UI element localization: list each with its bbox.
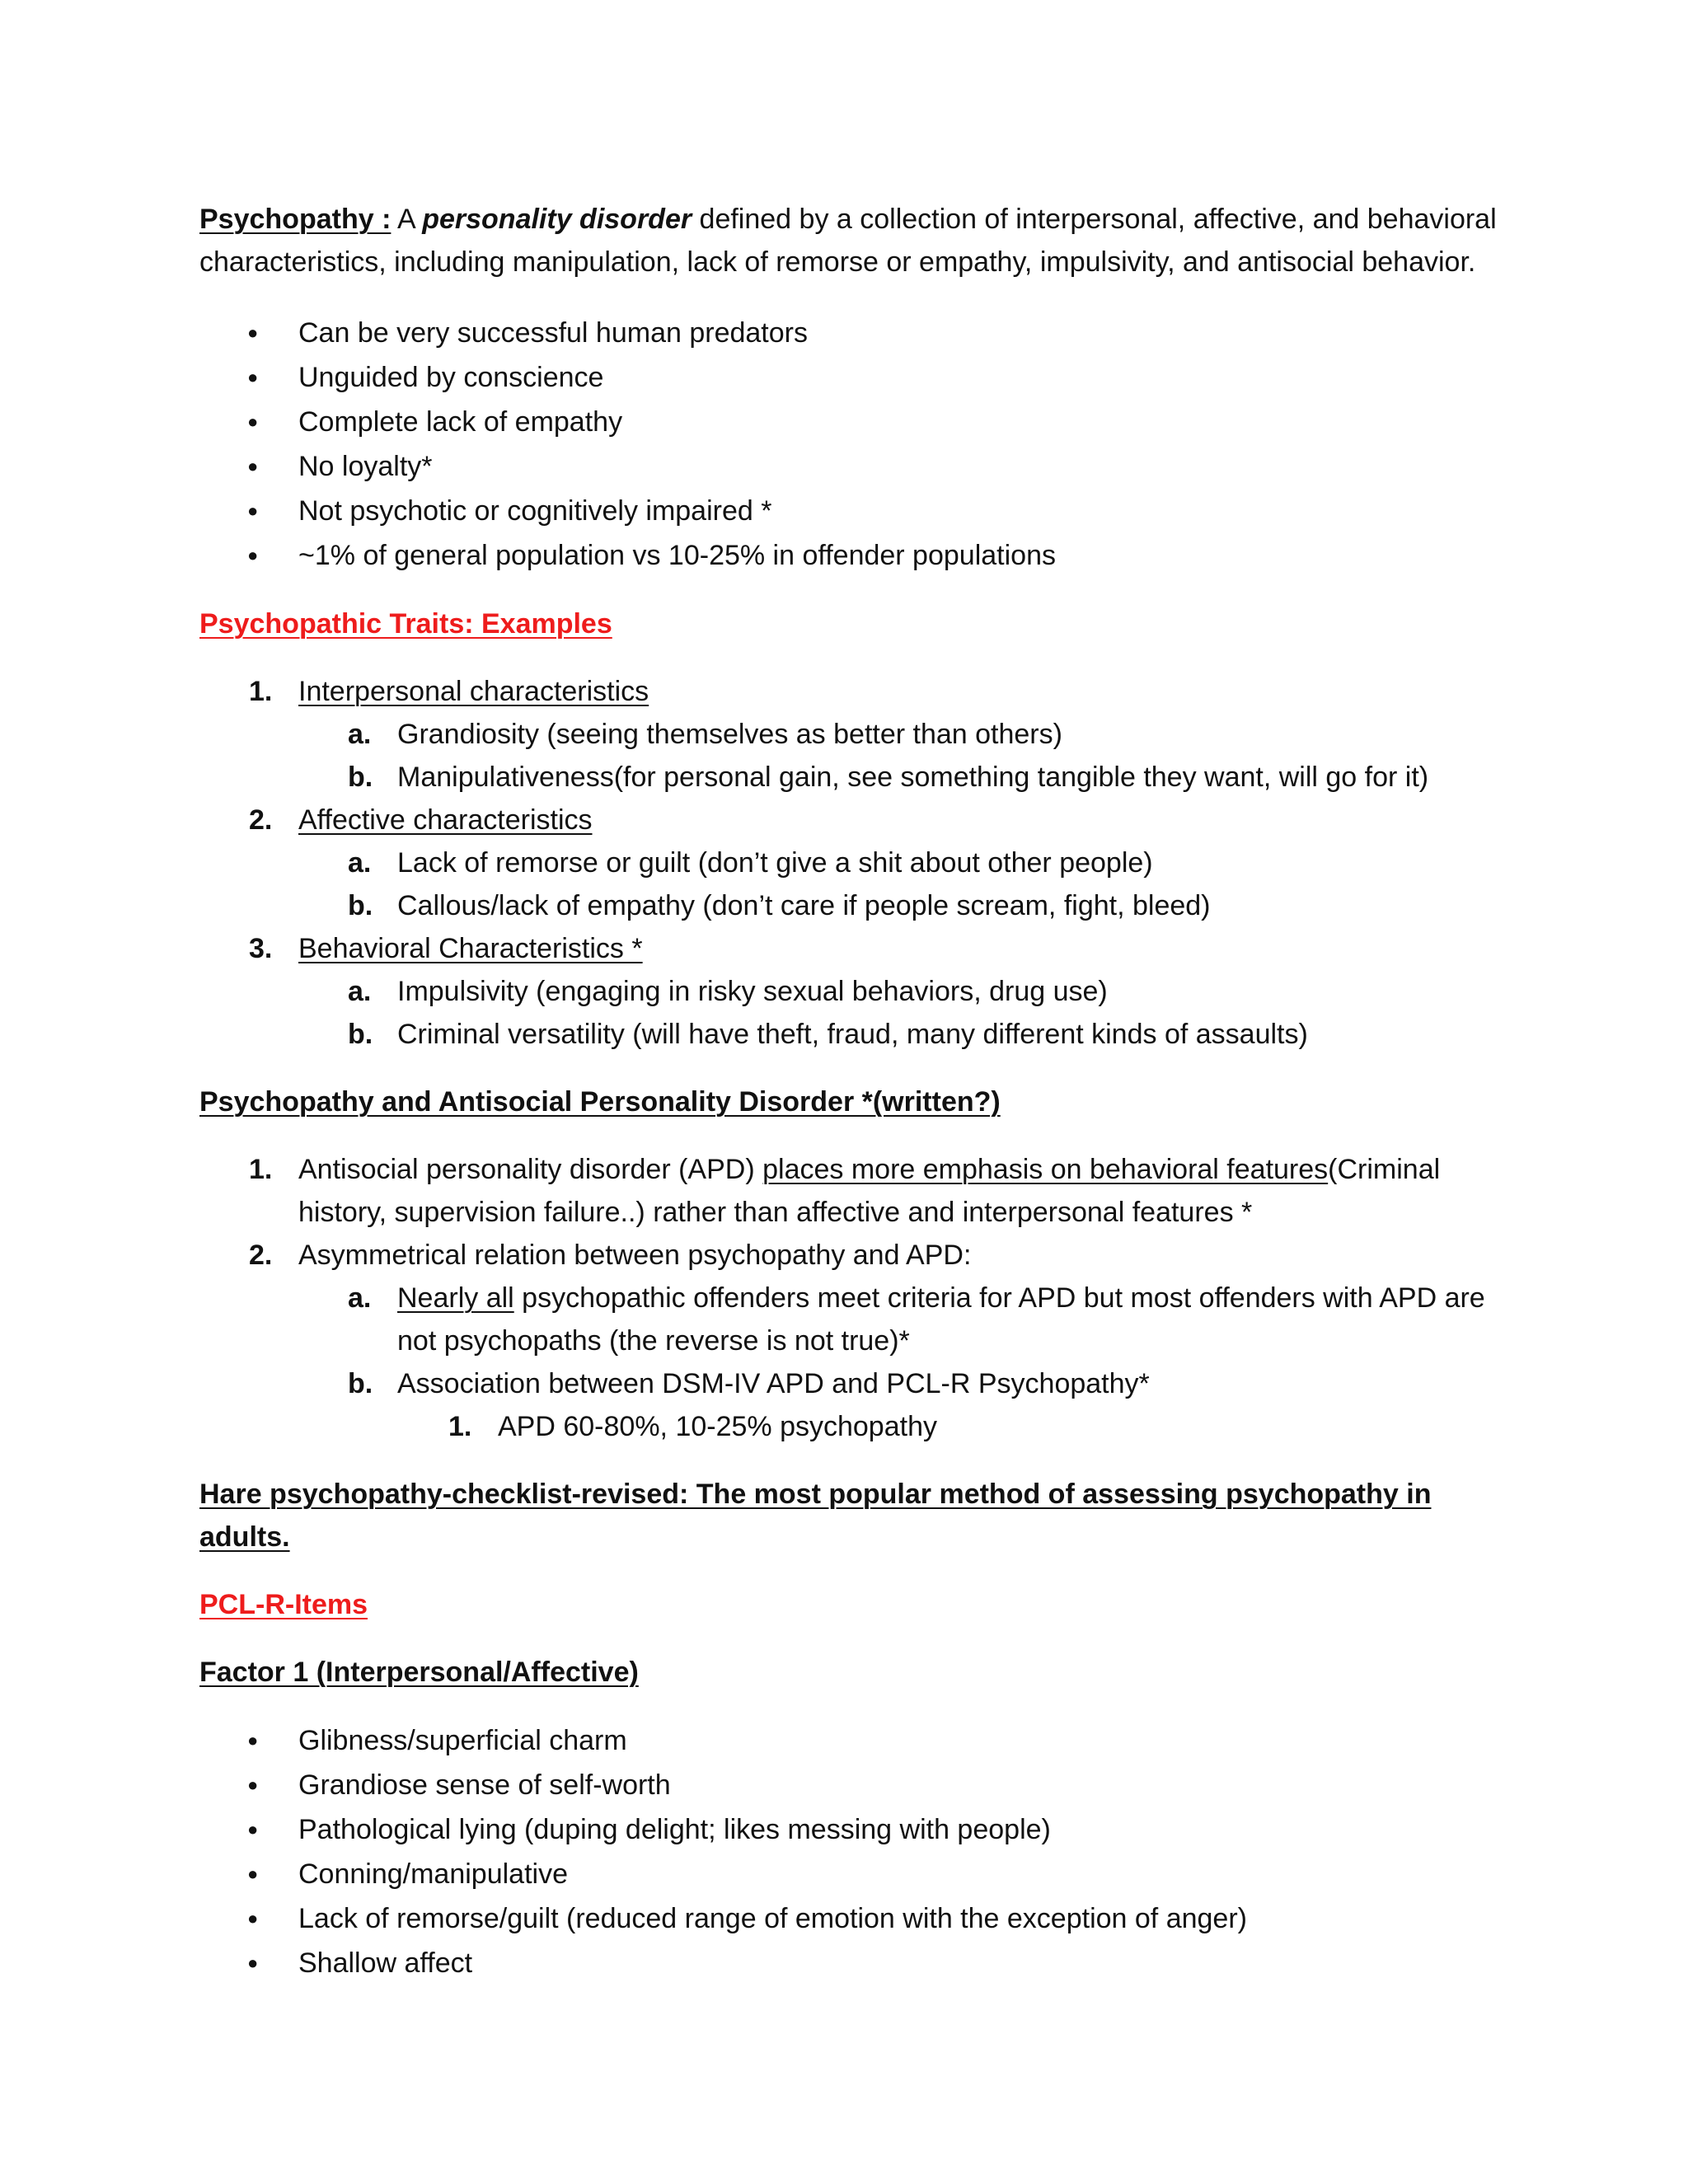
apd-list xyxy=(199,1148,1502,1448)
hare-heading: Hare psychopathy-checklist-revised: The most popular method of assessing psychopathy in adults. xyxy=(199,1479,1432,1553)
traits-heading: Psychopathic Traits: Examples xyxy=(199,608,612,640)
list-item xyxy=(199,756,1502,799)
list-item xyxy=(199,1405,1502,1448)
pclr-heading: PCL-R-Items xyxy=(199,1589,368,1620)
document-page xyxy=(199,198,1502,1985)
list-letter: a. xyxy=(348,719,372,750)
list-number: 3. xyxy=(249,933,273,964)
list-number: 2. xyxy=(249,804,273,836)
list-letter: b. xyxy=(348,762,373,793)
intro-bullet-list xyxy=(199,311,1502,578)
definition-emphasis: personality disorder xyxy=(422,204,692,235)
traits-group-interpersonal xyxy=(199,670,1502,713)
factor1-bullet-list xyxy=(199,1718,1502,1985)
list-letter: b. xyxy=(348,890,373,921)
list-item-text: Lack of remorse or guilt (don’t give a shit about other people) xyxy=(397,847,1153,879)
list-item-text: Criminal versatility (will have theft, fraud, many different kinds of assaults) xyxy=(397,1019,1308,1050)
list-item: ● Not psychotic or cognitively impaired * xyxy=(199,489,1502,533)
list-item-text: Asymmetrical relation between psychopathy and APD: xyxy=(298,1240,972,1271)
list-item xyxy=(199,1234,1502,1277)
traits-group-label: Interpersonal characteristics xyxy=(298,676,649,707)
list-item-text: APD 60-80%, 10-25% psychopathy xyxy=(498,1411,937,1442)
list-item-text: Grandiosity (seeing themselves as better than others) xyxy=(397,719,1062,750)
list-item xyxy=(199,1277,1502,1362)
traits-list xyxy=(199,670,1502,1056)
list-item-emphasis: Nearly all xyxy=(397,1282,514,1314)
list-letter: b. xyxy=(348,1019,373,1050)
definition-paragraph xyxy=(199,198,1502,284)
list-item: ● Shallow affect xyxy=(199,1941,1502,1985)
list-letter: a. xyxy=(348,1282,372,1314)
list-letter: a. xyxy=(348,976,372,1007)
definition-rest: defined by a collection of interpersonal, affective, and behavioral characteristics, including manipulation, lack of remorse or empathy, impulsivity, and antisocial behavior. xyxy=(199,204,1497,278)
list-letter: b. xyxy=(348,1368,373,1399)
traits-group-affective xyxy=(199,799,1502,841)
list-item: ● Glibness/superficial charm xyxy=(199,1718,1502,1763)
list-item xyxy=(199,884,1502,927)
list-item-text: Association between DSM-IV APD and PCL-R Psychopathy* xyxy=(397,1368,1150,1399)
list-item: ● Lack of remorse/guilt (reduced range of emotion with the exception of anger) xyxy=(199,1896,1502,1941)
list-item: ● ~1% of general population vs 10-25% in offender populations xyxy=(199,533,1502,578)
definition-term: Psychopathy : xyxy=(199,204,392,235)
list-number: 1. xyxy=(448,1411,472,1442)
traits-group-label: Behavioral Characteristics * xyxy=(298,933,643,964)
apd-heading: Psychopathy and Antisocial Personality Disorder *(written?) xyxy=(199,1086,1001,1118)
list-item xyxy=(199,713,1502,756)
factor1-heading: Factor 1 (Interpersonal/Affective) xyxy=(199,1657,639,1688)
list-item: ● Complete lack of empathy xyxy=(199,400,1502,444)
list-item-text: psychopathic offenders meet criteria for APD but most offenders with APD are not psychopaths (the reverse is not true)* xyxy=(397,1282,1485,1357)
list-item: ● Unguided by conscience xyxy=(199,355,1502,400)
list-item xyxy=(199,841,1502,884)
list-item: ● Can be very successful human predators xyxy=(199,311,1502,355)
list-item: ● Grandiose sense of self-worth xyxy=(199,1763,1502,1807)
list-item: ● No loyalty* xyxy=(199,444,1502,489)
list-item xyxy=(199,1013,1502,1056)
traits-group-behavioral xyxy=(199,927,1502,970)
list-letter: a. xyxy=(348,847,372,879)
list-item-text: Manipulativeness(for personal gain, see something tangible they want, will go for it) xyxy=(397,762,1429,793)
list-item-emphasis: places more emphasis on behavioral features xyxy=(762,1154,1329,1185)
list-item xyxy=(199,970,1502,1013)
list-item: ● Pathological lying (duping delight; likes messing with people) xyxy=(199,1807,1502,1852)
list-item-text: Impulsivity (engaging in risky sexual behaviors, drug use) xyxy=(397,976,1108,1007)
traits-group-label: Affective characteristics xyxy=(298,804,593,836)
list-number: 2. xyxy=(249,1240,273,1271)
definition-pre: A xyxy=(391,204,423,235)
list-item-text: Antisocial personality disorder (APD) xyxy=(298,1154,763,1185)
list-item-text: Callous/lack of empathy (don’t care if people scream, fight, bleed) xyxy=(397,890,1211,921)
list-item: ● Conning/manipulative xyxy=(199,1852,1502,1896)
list-item xyxy=(199,1362,1502,1405)
list-item-text: (Criminal history, supervision failure..) rather than affective and interpersonal features * xyxy=(298,1154,1441,1228)
list-number: 1. xyxy=(249,1154,273,1185)
list-number: 1. xyxy=(249,676,273,707)
list-item xyxy=(199,1148,1502,1234)
